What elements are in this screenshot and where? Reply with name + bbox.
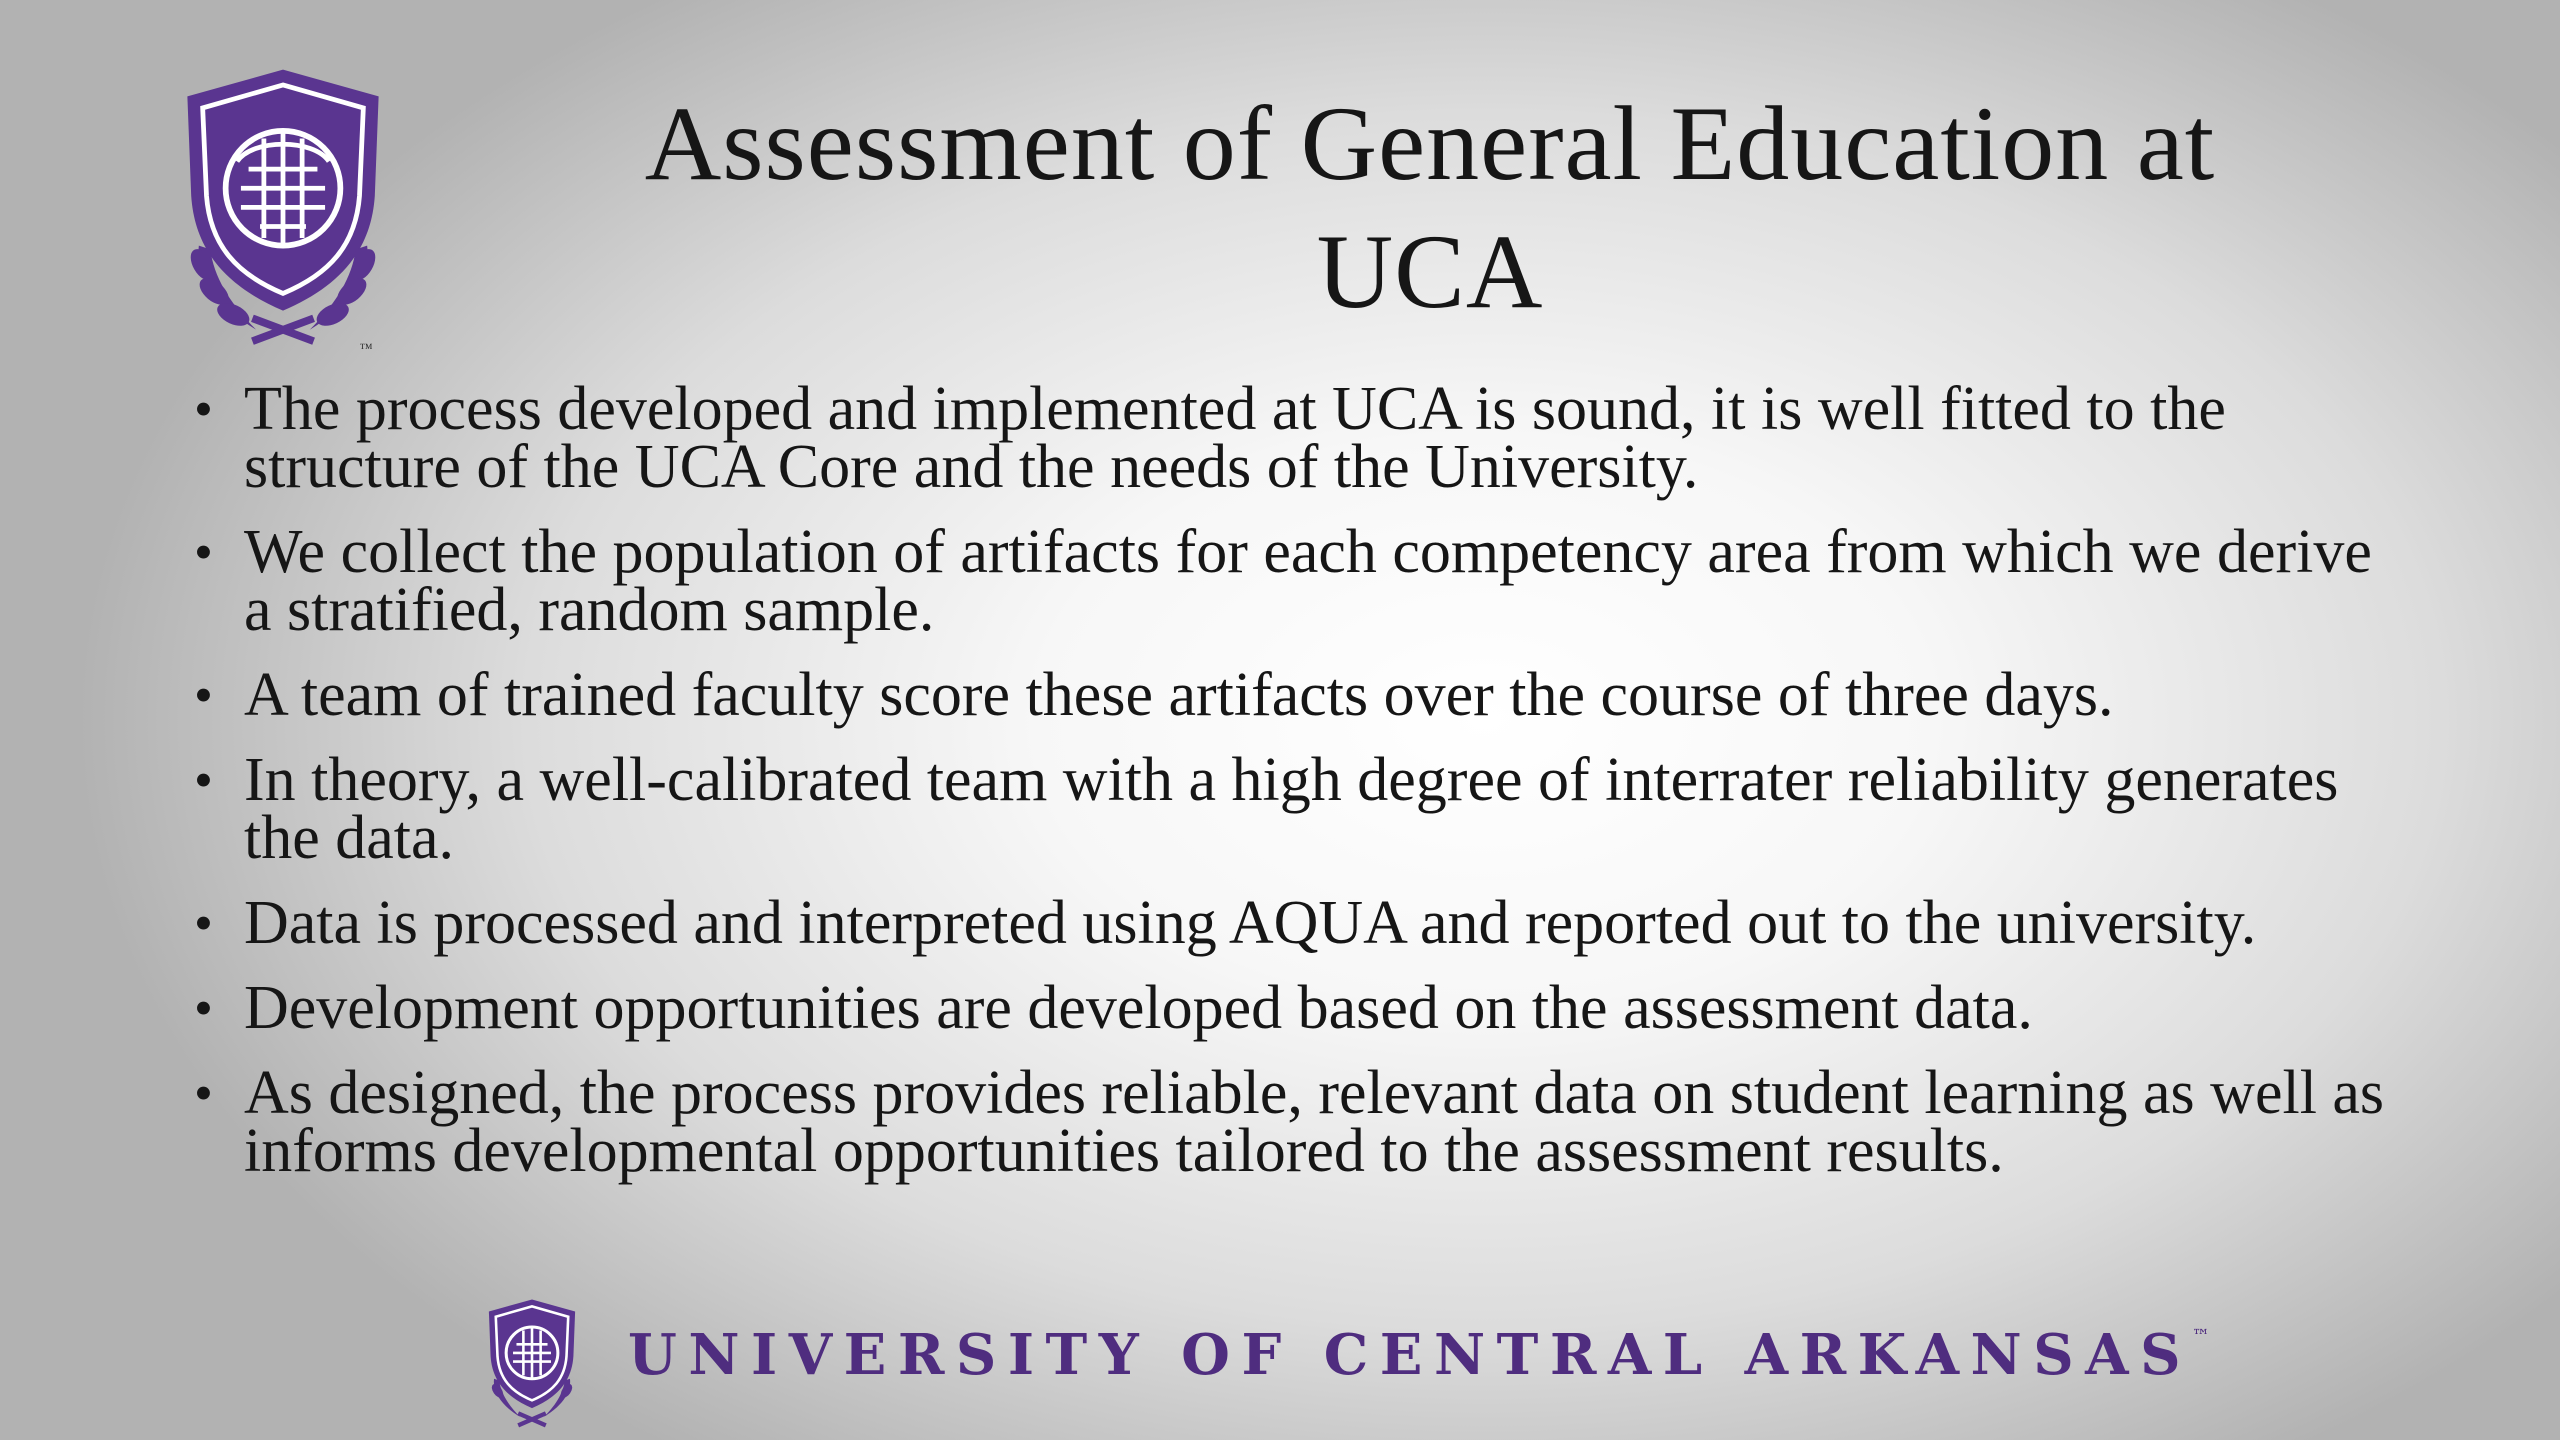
trademark-symbol: ™ [2192, 1326, 2211, 1347]
bullet-marker: • [194, 978, 213, 1038]
footer-branding [480, 1292, 2211, 1440]
bullet-item [190, 889, 2390, 957]
wordmark-text: UNIVERSITY OF CENTRAL ARKANSAS [628, 1322, 2193, 1388]
bullet-list [190, 375, 2390, 1207]
bullet-item [190, 746, 2390, 872]
bullet-item [190, 375, 2390, 501]
bullet-text: Data is processed and interpreted using AQUA and reported out to the university. [244, 889, 2257, 957]
bullet-marker: • [194, 665, 213, 725]
bullet-text: A team of trained faculty score these artifacts over the course of three days. [244, 661, 2114, 729]
bullet-item [190, 1059, 2390, 1185]
slide-title: Assessment of General Education at UCA [644, 85, 2216, 330]
bullet-text: We collect the population of artifacts for each competency area from which we derive a stratified, random sample. [244, 518, 2372, 644]
university-wordmark [628, 1322, 2210, 1388]
bullet-item [190, 974, 2390, 1042]
bullet-text: The process developed and implemented at UCA is sound, it is well fitted to the structure of the UCA Core and the needs of the University. [244, 375, 2226, 501]
svg-text:™: ™ [359, 340, 373, 356]
bullet-marker: • [194, 522, 213, 582]
bullet-text: Development opportunities are developed based on the assessment data. [244, 974, 2033, 1042]
university-crest-small-icon [480, 1296, 584, 1434]
bullet-item [190, 661, 2390, 729]
bullet-marker: • [194, 379, 213, 439]
bullet-text: In theory, a well-calibrated team with a high degree of interrater reliability generates the data. [244, 746, 2339, 872]
bullet-marker: • [194, 750, 213, 810]
bullet-marker: • [194, 1063, 213, 1123]
bullet-item [190, 518, 2390, 644]
bullet-marker: • [194, 893, 213, 953]
university-crest-icon [168, 62, 398, 368]
bullet-text: As designed, the process provides reliable, relevant data on student learning as well as informs developmental opportunities tailored to the assessment results. [244, 1059, 2385, 1185]
